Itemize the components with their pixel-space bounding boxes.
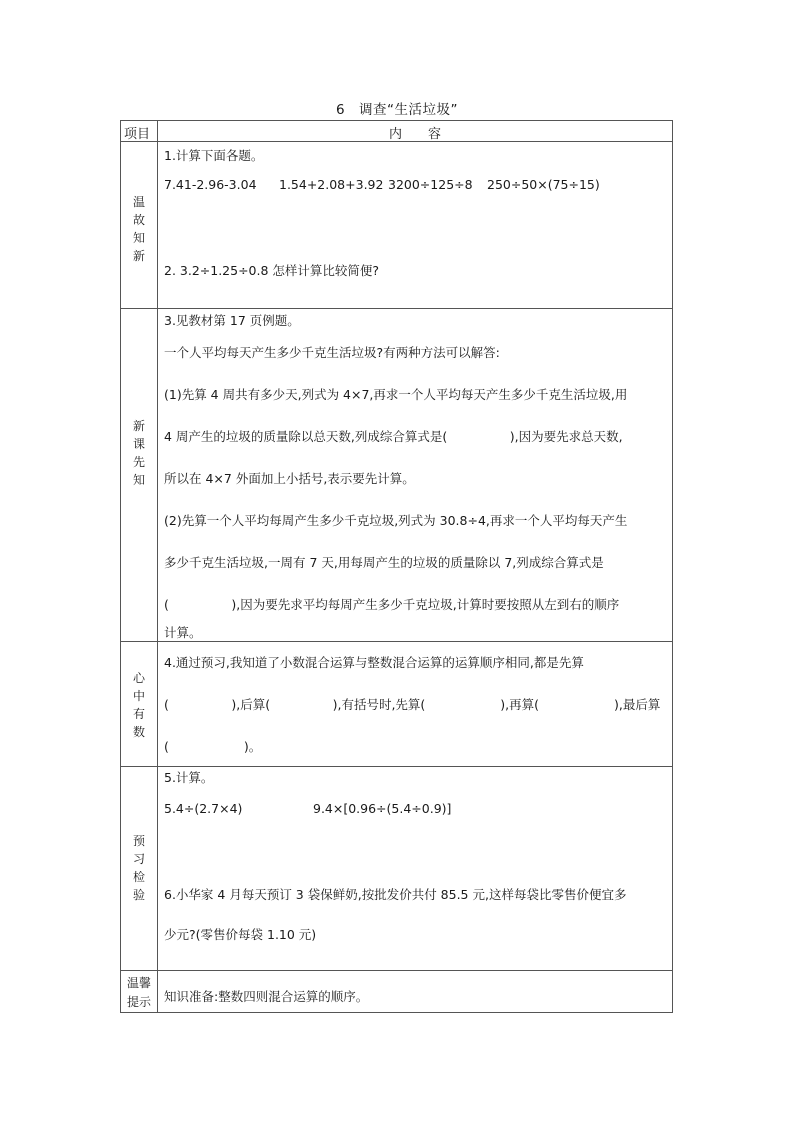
- question-6: 6.小华家 4 月每天预订 3 袋保鲜奶,按批发价共付 85.5 元,这样每袋比零售价便宜多: [164, 887, 627, 902]
- header-item: 项目: [124, 127, 151, 142]
- expression: 3200÷125÷8: [388, 177, 473, 192]
- row-divider: [121, 308, 672, 309]
- text-line: ( ),因为要先求平均每周产生多少千克垃圾,计算时要按照从左到右的顺序: [164, 597, 620, 612]
- text-line: ( ),后算( ),有括号时,先算( ),再算( ),最后算: [164, 697, 661, 712]
- text-line: 所以在 4×7 外面加上小括号,表示要先计算。: [164, 471, 415, 486]
- expression: 7.41-2.96-3.04: [164, 177, 257, 192]
- lesson-table: [120, 120, 673, 1013]
- text-line: ( )。: [164, 739, 262, 754]
- row-divider: [121, 766, 672, 767]
- expression: 250÷50×(75÷15): [487, 177, 600, 192]
- header-content: 内 容: [389, 127, 442, 142]
- text-line: 多少千克生活垃圾,一周有 7 天,用每周产生的垃圾的质量除以 7,列成综合算式是: [164, 555, 604, 570]
- section-label-mind: 心中有数: [132, 671, 145, 739]
- text-line: (2)先算一个人平均每周产生多少千克垃圾,列式为 30.8÷4,再求一个人平均每天产生: [164, 513, 628, 528]
- expression: 1.54+2.08+3.92: [279, 177, 384, 192]
- lesson-title: 调查“生活垃圾”: [359, 102, 459, 118]
- text-line: 4 周产生的垃圾的质量除以总天数,列成综合算式是( ),因为要先求总天数,: [164, 429, 623, 444]
- question-5: 5.计算。: [164, 770, 214, 785]
- row-divider: [121, 641, 672, 642]
- section-label-tip: 温馨 提示: [126, 976, 151, 1009]
- expression: 9.4×[0.96÷(5.4÷0.9)]: [313, 801, 452, 816]
- section-label-review: 温故知新: [132, 195, 145, 263]
- question-2: 2. 3.2÷1.25÷0.8 怎样计算比较简便?: [164, 263, 380, 278]
- tip-text: 知识准备:整数四则混合运算的顺序。: [164, 989, 369, 1004]
- text-line: 4.通过预习,我知道了小数混合运算与整数混合运算的运算顺序相同,都是先算: [164, 655, 584, 670]
- text-line: 3.见教材第 17 页例题。: [164, 313, 300, 328]
- text-line: 一个人平均每天产生多少千克生活垃圾?有两种方法可以解答:: [164, 345, 500, 360]
- expression: 5.4÷(2.7×4): [164, 801, 243, 816]
- lesson-number: 6: [335, 102, 346, 118]
- question-1: 1.计算下面各题。: [164, 148, 264, 163]
- question-6-cont: 少元?(零售价每袋 1.10 元): [164, 927, 317, 942]
- row-divider: [121, 970, 672, 971]
- column-divider: [157, 121, 158, 1012]
- text-line: 计算。: [164, 625, 202, 640]
- page-title: [0, 98, 794, 118]
- section-label-check: 预习检验: [132, 834, 145, 902]
- text-line: (1)先算 4 周共有多少天,列式为 4×7,再求一个人平均每天产生多少千克生活垃圾,用: [164, 387, 628, 402]
- section-label-new: 新课先知: [132, 419, 145, 487]
